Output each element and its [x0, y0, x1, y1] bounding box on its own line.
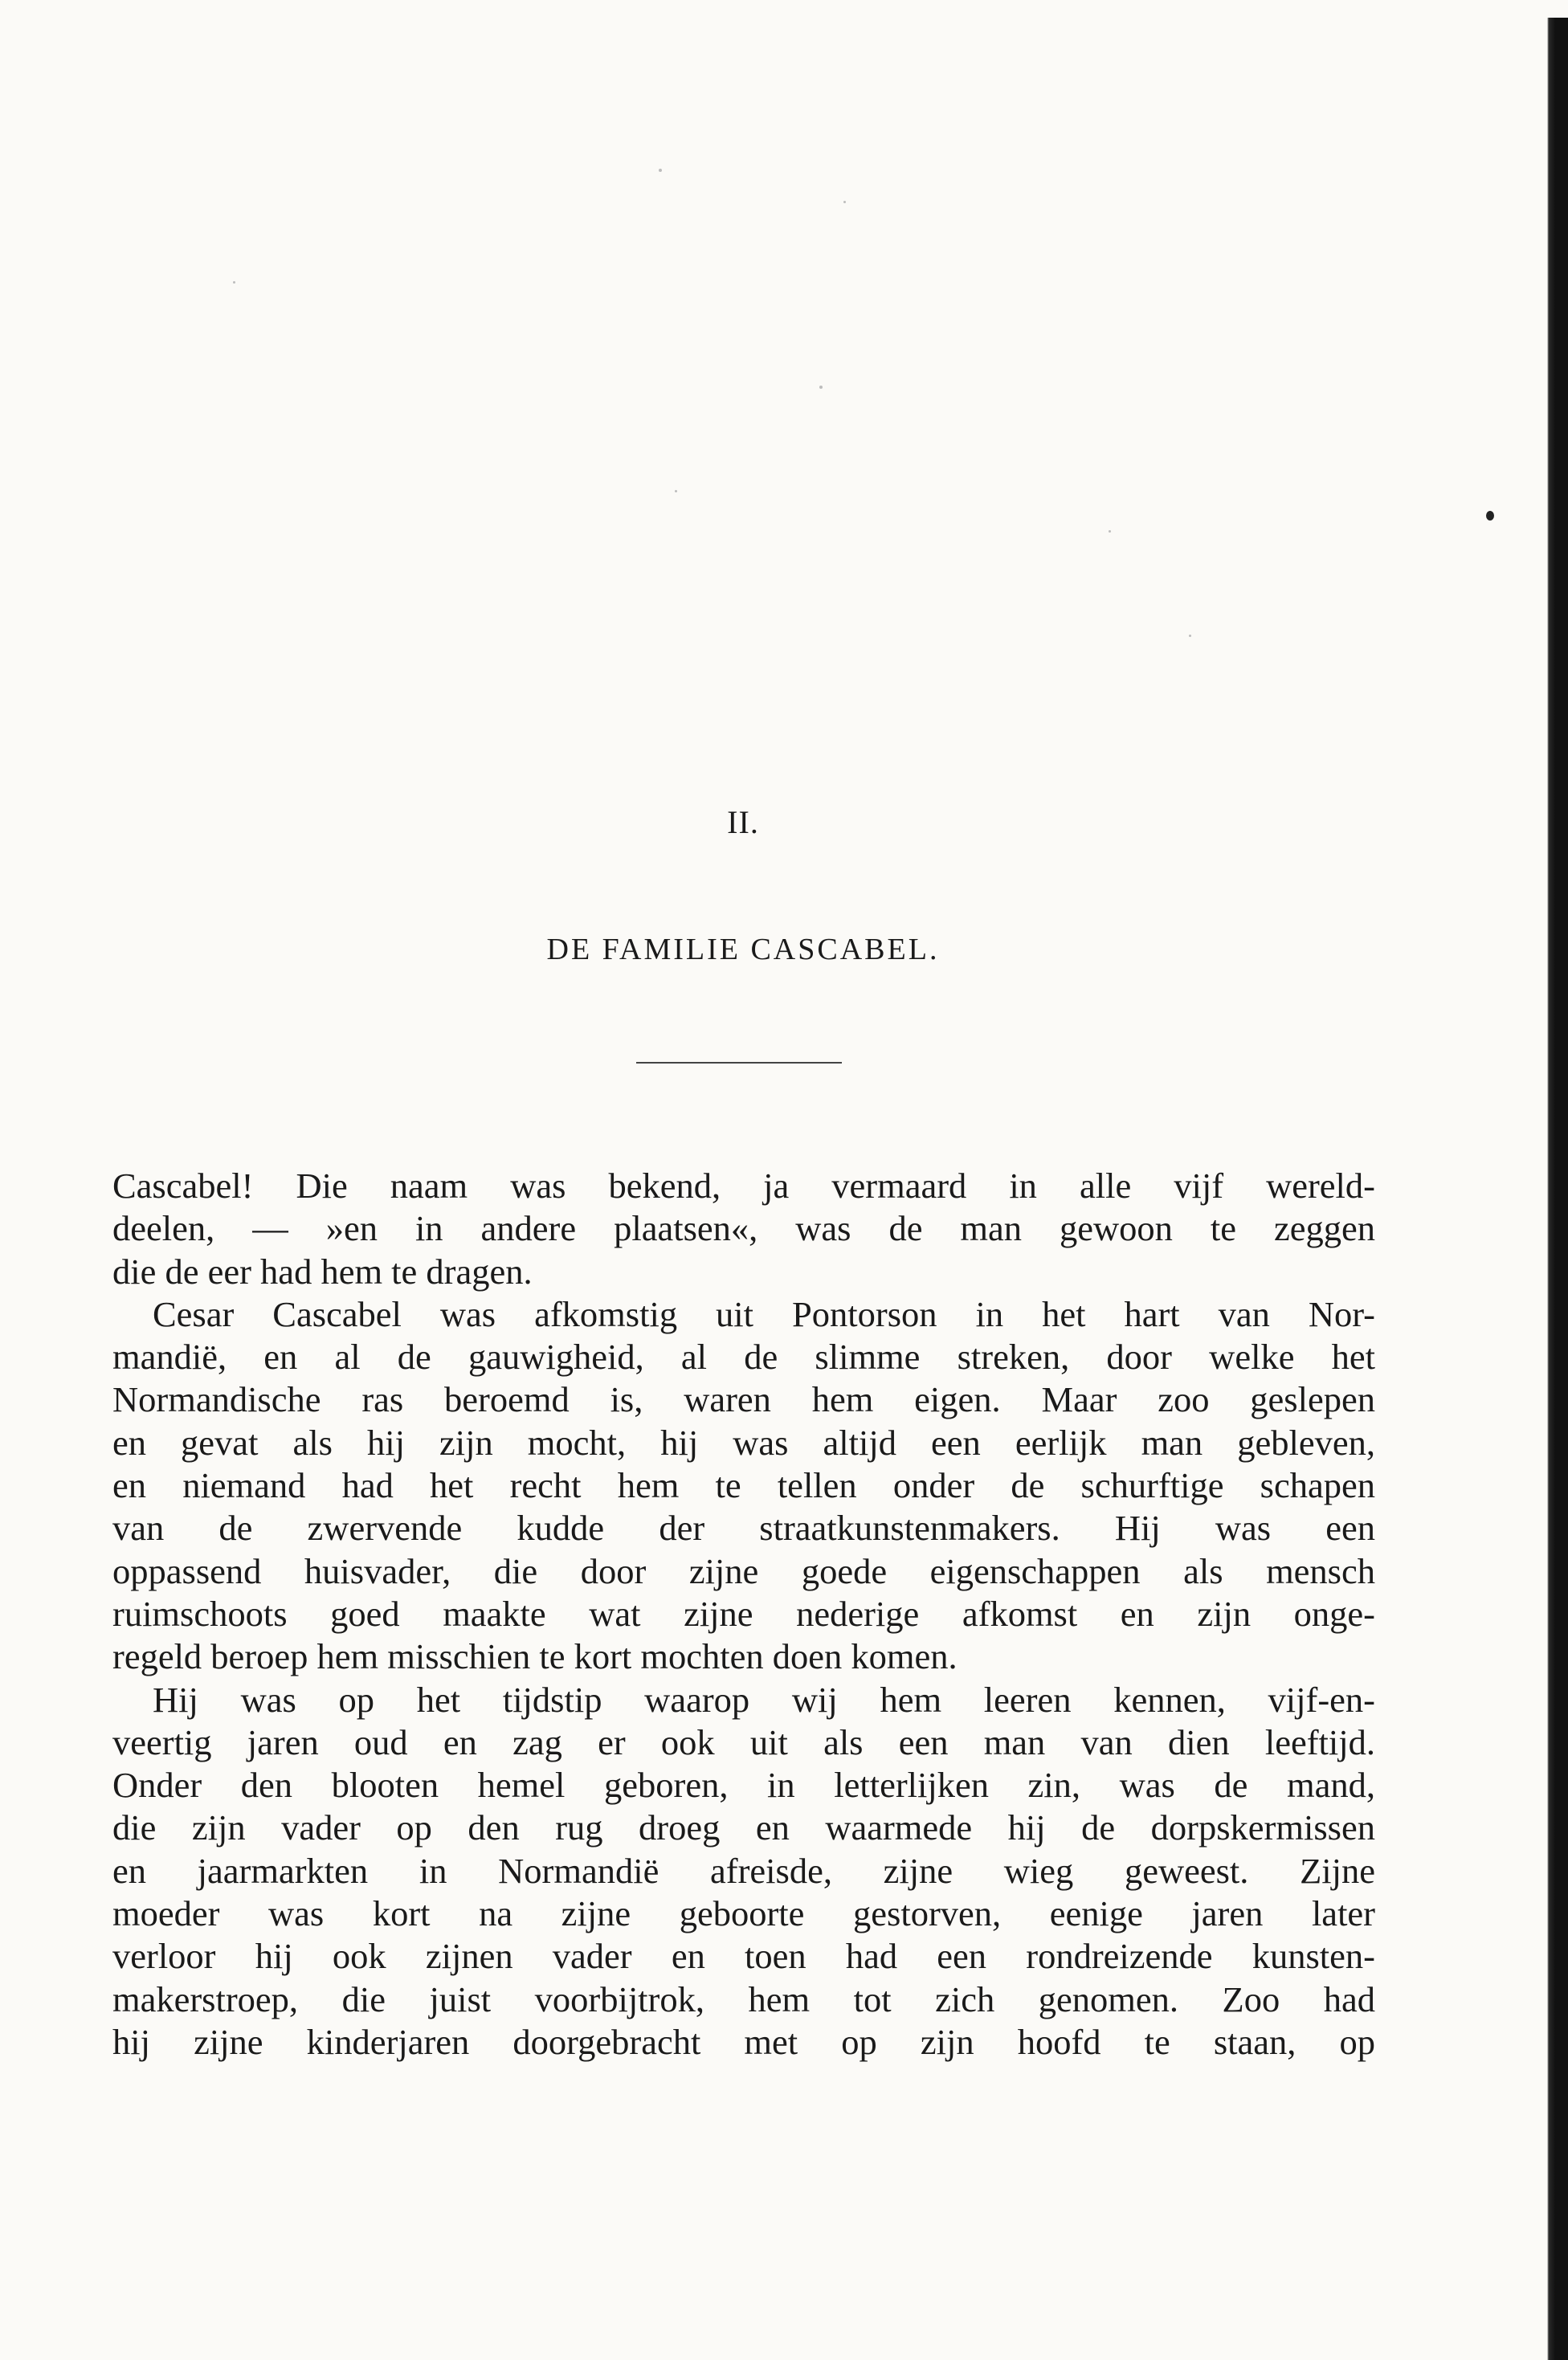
text-line: Cascabel! Die naam was bekend, ja vermaard in alle vijf wereld- — [112, 1166, 1375, 1206]
text-line: van de zwervende kudde der straatkunstenmakers. Hij was een — [112, 1508, 1375, 1549]
paragraph — [112, 1679, 1375, 2064]
text-line: die de eer had hem te dragen. — [112, 1251, 533, 1292]
text-line: makerstroep, die juist voorbijtrok, hem tot zich genomen. Zoo had — [112, 1978, 1375, 2019]
text-line: oppassend huisvader, die door zijne goede eigenschappen als mensch — [112, 1550, 1375, 1591]
text-line: en niemand had het recht hem te tellen onder de schurftige schapen — [112, 1465, 1375, 1506]
text-line: veertig jaren oud en zag er ook uit als een man van dien leeftijd. — [112, 1721, 1375, 1762]
text-line: en jaarmarkten in Normandië afreisde, zijne wieg geweest. Zijne — [112, 1850, 1375, 1891]
scan-speck — [1189, 635, 1191, 637]
text-line: hij zijne kinderjaren doorgebracht met op zijn hoofd te staan, op — [112, 2021, 1375, 2062]
text-line: ruimschoots goed maakte wat zijne nederige afkomst en zijn onge- — [112, 1593, 1375, 1634]
paragraph — [112, 1293, 1375, 1679]
scan-speck — [843, 201, 846, 203]
text-line: Cesar Cascabel was afkomstig uit Pontorson in het hart van Nor- — [153, 1293, 1375, 1334]
text-line: Hij was op het tijdstip waarop wij hem leeren kennen, vijf-en- — [153, 1679, 1375, 1720]
chapter-title: DE FAMILIE CASCABEL. — [546, 933, 940, 966]
text-line: die zijn vader op den rug droeg en waarmede hij de dorpskermissen — [112, 1807, 1375, 1848]
scan-speck — [659, 169, 662, 172]
text-line: moeder was kort na zijne geboorte gestorven, eenige jaren later — [112, 1893, 1375, 1934]
text-line: Normandische ras beroemd is, waren hem eigen. Maar zoo geslepen — [112, 1379, 1375, 1420]
scan-speck — [1109, 530, 1111, 533]
chapter-number: II. — [727, 804, 759, 840]
text-line: deelen, — »en in andere plaatsen«, was de man gewoon te zeggen — [112, 1208, 1375, 1249]
scan-speck — [233, 281, 235, 284]
scan-speck — [1486, 511, 1494, 521]
body-text — [112, 1165, 1375, 2064]
scan-speck — [675, 490, 677, 492]
paragraph — [112, 1165, 1375, 1293]
text-line: mandië, en al de gauwigheid, al de slimme streken, door welke het — [112, 1337, 1375, 1378]
text-line: en gevat als hij zijn mocht, hij was altijd een eerlijk man gebleven, — [112, 1422, 1375, 1463]
text-line: regeld beroep hem misschien te kort mochten doen komen. — [112, 1636, 958, 1677]
text-line: verloor hij ook zijnen vader en toen had een rondreizende kunsten- — [112, 1936, 1375, 1977]
scan-page-edge — [1523, 18, 1568, 2360]
text-line: Onder den blooten hemel geboren, in letterlijken zin, was de mand, — [112, 1765, 1375, 1806]
title-divider — [636, 1062, 842, 1064]
scan-speck — [819, 386, 823, 389]
